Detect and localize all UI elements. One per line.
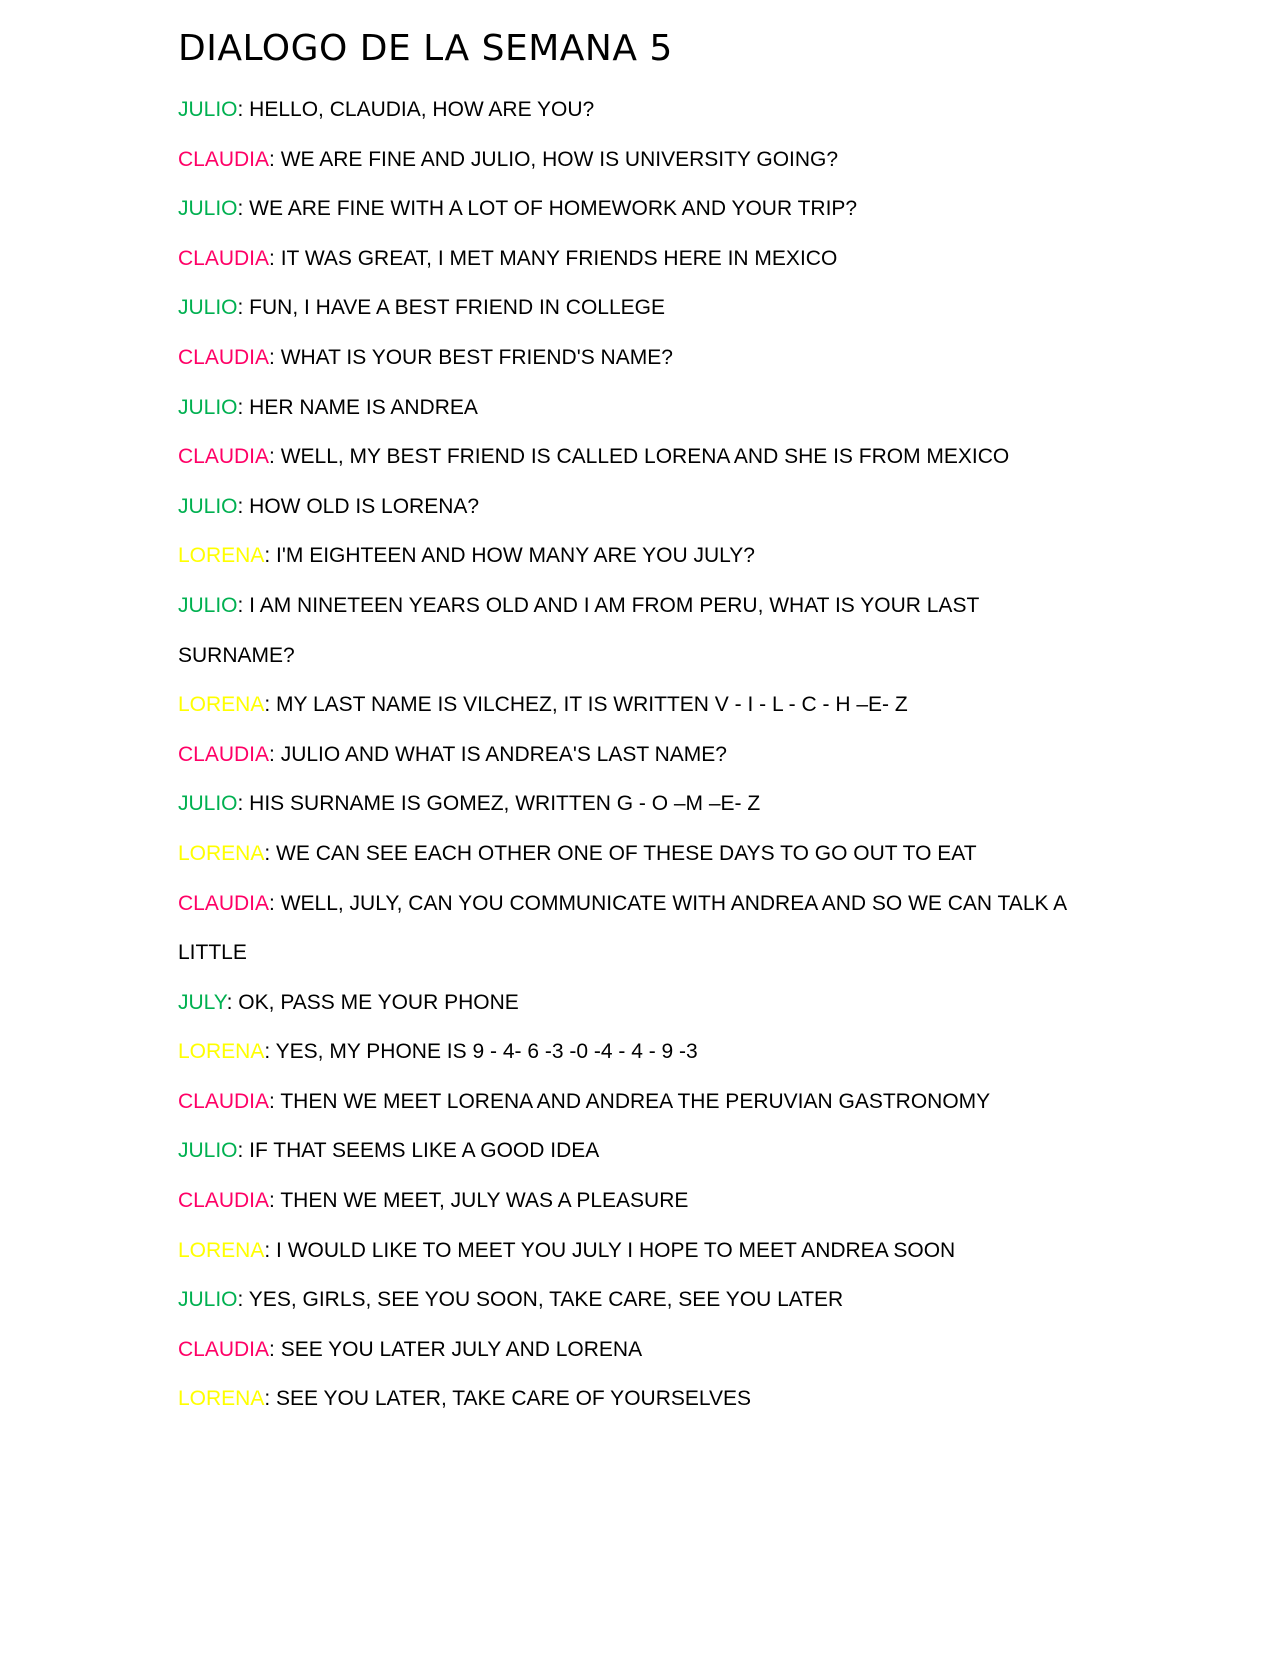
dialogue-line [178, 283, 1098, 333]
speaker-name: JULIO [178, 1288, 238, 1312]
dialogue-line [178, 879, 1098, 978]
dialogue-line [178, 482, 1098, 532]
dialogue-line [178, 1226, 1098, 1276]
speaker-name: LORENA [178, 1238, 265, 1262]
line-text: : FUN, I HAVE A BEST FRIEND IN COLLEGE [237, 296, 666, 320]
speaker-name: LORENA [178, 841, 265, 865]
speaker-name: CLAUDIA [178, 246, 270, 270]
speaker-name: JULIO [178, 296, 238, 320]
speaker-name: CLAUDIA [178, 345, 270, 369]
dialogue-line [178, 1027, 1098, 1077]
dialogue-line [178, 1325, 1098, 1375]
dialogue-line [178, 432, 1098, 482]
line-text: : THEN WE MEET, JULY WAS A PLEASURE [269, 1189, 689, 1213]
line-text: : IT WAS GREAT, I MET MANY FRIENDS HERE IN MEXICO [269, 246, 838, 270]
speaker-name: JULIO [178, 792, 238, 816]
line-text: : SEE YOU LATER, TAKE CARE OF YOURSELVES [264, 1387, 752, 1411]
dialogue-line [178, 680, 1098, 730]
line-text: : YES, GIRLS, SEE YOU SOON, TAKE CARE, SEE YOU LATER [237, 1288, 844, 1312]
line-text: : HER NAME IS ANDREA [237, 395, 478, 419]
line-text: : WE ARE FINE AND JULIO, HOW IS UNIVERSITY GOING? [269, 147, 839, 171]
line-text: : HIS SURNAME IS GOMEZ, WRITTEN G - O –M –E- Z [237, 792, 761, 816]
dialogue-line [178, 730, 1098, 780]
dialogue-line [178, 829, 1098, 879]
dialogue-line [178, 85, 1098, 135]
line-text: : WE CAN SEE EACH OTHER ONE OF THESE DAYS TO GO OUT TO EAT [264, 841, 977, 865]
line-text: : IF THAT SEEMS LIKE A GOOD IDEA [237, 1139, 600, 1163]
speaker-name: LORENA [178, 1040, 265, 1064]
speaker-name: JULIO [178, 494, 238, 518]
speaker-name: JULIO [178, 593, 238, 617]
dialogue-line [178, 531, 1098, 581]
line-text: : JULIO AND WHAT IS ANDREA'S LAST NAME? [269, 742, 727, 766]
dialogue-line [178, 184, 1098, 234]
dialogue-line [178, 779, 1098, 829]
line-text: : WELL, JULY, CAN YOU COMMUNICATE WITH ANDREA AND SO WE CAN TALK A LITTLE [178, 891, 1067, 965]
line-text: : HOW OLD IS LORENA? [237, 494, 480, 518]
speaker-name: JULY [178, 990, 227, 1014]
document-title: DIALOGO DE LA SEMANA 5 [178, 28, 673, 69]
speaker-name: CLAUDIA [178, 1089, 270, 1113]
line-text: : THEN WE MEET LORENA AND ANDREA THE PERUVIAN GASTRONOMY [269, 1089, 991, 1113]
line-text: : I AM NINETEEN YEARS OLD AND I AM FROM PERU, WHAT IS YOUR LAST SURNAME? [178, 593, 979, 667]
speaker-name: CLAUDIA [178, 1337, 270, 1361]
speaker-name: JULIO [178, 98, 238, 121]
dialogue-line [178, 1126, 1098, 1176]
line-text: : YES, MY PHONE IS 9 - 4- 6 -3 -0 -4 - 4 - 9 -3 [264, 1040, 698, 1064]
dialogue-line [178, 978, 1098, 1028]
speaker-name: LORENA [178, 1387, 265, 1411]
speaker-name: CLAUDIA [178, 891, 270, 915]
line-text: : I'M EIGHTEEN AND HOW MANY ARE YOU JULY? [264, 544, 755, 568]
line-text: : WHAT IS YOUR BEST FRIEND'S NAME? [269, 345, 673, 369]
line-text: : WE ARE FINE WITH A LOT OF HOMEWORK AND YOUR TRIP? [237, 197, 858, 221]
speaker-name: CLAUDIA [178, 742, 270, 766]
dialogue-line [178, 1077, 1098, 1127]
speaker-name: CLAUDIA [178, 147, 270, 171]
speaker-name: JULIO [178, 395, 238, 419]
speaker-name: LORENA [178, 693, 265, 717]
dialogue-line [178, 383, 1098, 433]
dialogue-line [178, 234, 1098, 284]
speaker-name: JULIO [178, 197, 238, 221]
line-text: : SEE YOU LATER JULY AND LORENA [269, 1337, 643, 1361]
dialogue-line [178, 1176, 1098, 1226]
dialogue-line [178, 1374, 1098, 1424]
dialogue-list [178, 85, 1098, 1424]
speaker-name: CLAUDIA [178, 445, 270, 469]
dialogue-line [178, 1275, 1098, 1325]
line-text: : MY LAST NAME IS VILCHEZ, IT IS WRITTEN V - I - L - C - H –E- Z [264, 693, 908, 717]
speaker-name: LORENA [178, 544, 265, 568]
line-text: : I WOULD LIKE TO MEET YOU JULY I HOPE TO MEET ANDREA SOON [264, 1238, 956, 1262]
dialogue-line [178, 333, 1098, 383]
speaker-name: CLAUDIA [178, 1189, 270, 1213]
dialogue-line [178, 581, 1098, 680]
line-text: : OK, PASS ME YOUR PHONE [226, 990, 519, 1014]
dialogue-line [178, 135, 1098, 185]
speaker-name: JULIO [178, 1139, 238, 1163]
line-text: : WELL, MY BEST FRIEND IS CALLED LORENA AND SHE IS FROM MEXICO [269, 445, 1010, 469]
line-text: : HELLO, CLAUDIA, HOW ARE YOU? [237, 98, 595, 121]
